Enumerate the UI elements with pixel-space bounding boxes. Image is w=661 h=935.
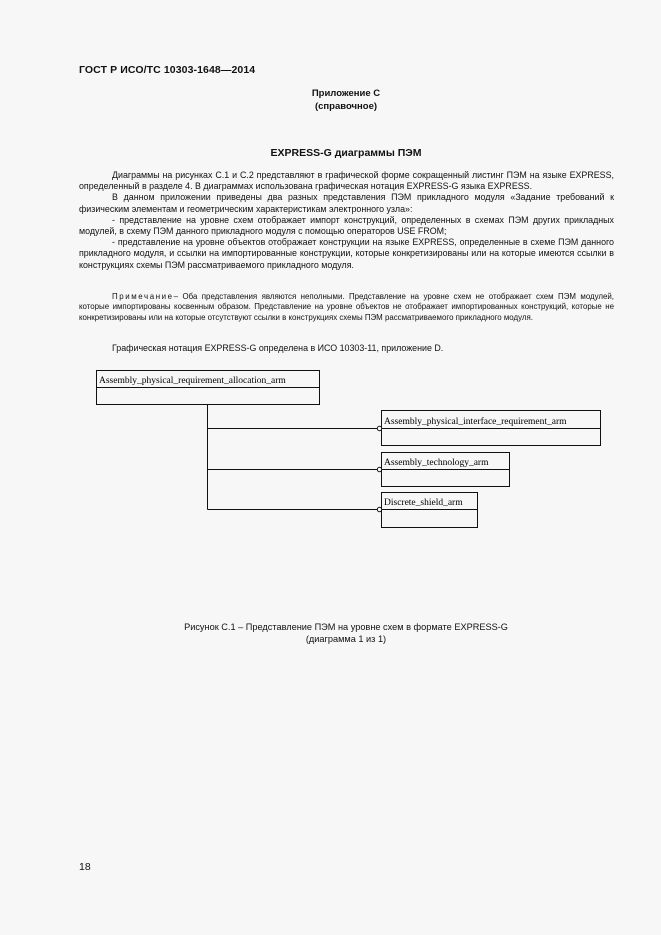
page-number: 18 xyxy=(79,861,91,873)
figure-caption xyxy=(120,622,572,645)
paragraph-4: - представление на уровне объектов отображает конструкции на языке EXPRESS, определенные в схеме ПЭМ данного прикладного модуля, и ссылки на импортированные конструкции, которые конкретизированы или на которые имеются ссылки в конструкциях схемы ПЭМ рассматриваемого прикладного модуля. xyxy=(79,237,614,270)
import-schema-label-1: Assembly_physical_interface_requirement_arm xyxy=(384,417,567,427)
use-from-marker-icon xyxy=(377,507,381,511)
paragraph-1: Диаграммы на рисунках С.1 и С.2 представляют в графической форме сокращенный листинг ПЭМ на языке EXPRESS, определенный в разделе 4. В диаграммах использована графическая нотация EXPRESS-G языка EXPRESS. xyxy=(79,170,614,192)
main-schema-label: Assembly_physical_requirement_allocation_arm xyxy=(99,376,286,386)
document-header: ГОСТ Р ИСО/ТС 10303-1648—2014 xyxy=(79,64,256,76)
annex-title: Приложение С xyxy=(311,88,381,99)
use-from-marker-icon xyxy=(377,467,381,471)
use-from-marker-icon xyxy=(377,426,381,430)
notation-reference: Графическая нотация EXPRESS-G определена в ИСО 10303-11, приложение D. xyxy=(112,343,444,353)
figure-caption-subtitle: (диаграмма 1 из 1) xyxy=(305,633,387,644)
annex-status: (справочное) xyxy=(314,100,378,112)
section-title: EXPRESS-G диаграммы ПЭМ xyxy=(270,147,422,159)
import-schema-label-2: Assembly_technology_arm xyxy=(384,458,489,468)
paragraph-3: - представление на уровне схем отображает импорт конструкций, определенных в схемах ПЭМ других прикладных модулей, в схему ПЭМ данного прикладного модуля с помощью операторов USE FROM; xyxy=(79,214,614,237)
note-label: Примечание xyxy=(112,292,174,301)
figure-caption-title: Рисунок С.1 – Представление ПЭМ на уровне схем в формате EXPRESS-G xyxy=(184,622,508,632)
note-text: – Оба представления являются неполными. Представление на уровне схем не отображает схем ПЭМ модулей, которые импортированы косвенным образом. Представление на уровне объектов не отображает импортированных конструкций, которые не конкретизированы или на которые отсутствуют ссылки в конструкциях схемы ПЭМ рассматриваемого прикладного модуля. xyxy=(79,292,614,322)
paragraph-2: В данном приложении приведены два разных представления ПЭМ прикладного модуля «Задание требований к физическим элементам и геометрическим характеристикам электронного узла»: xyxy=(79,192,614,214)
import-schema-label-3: Discrete_shield_arm xyxy=(384,498,463,508)
